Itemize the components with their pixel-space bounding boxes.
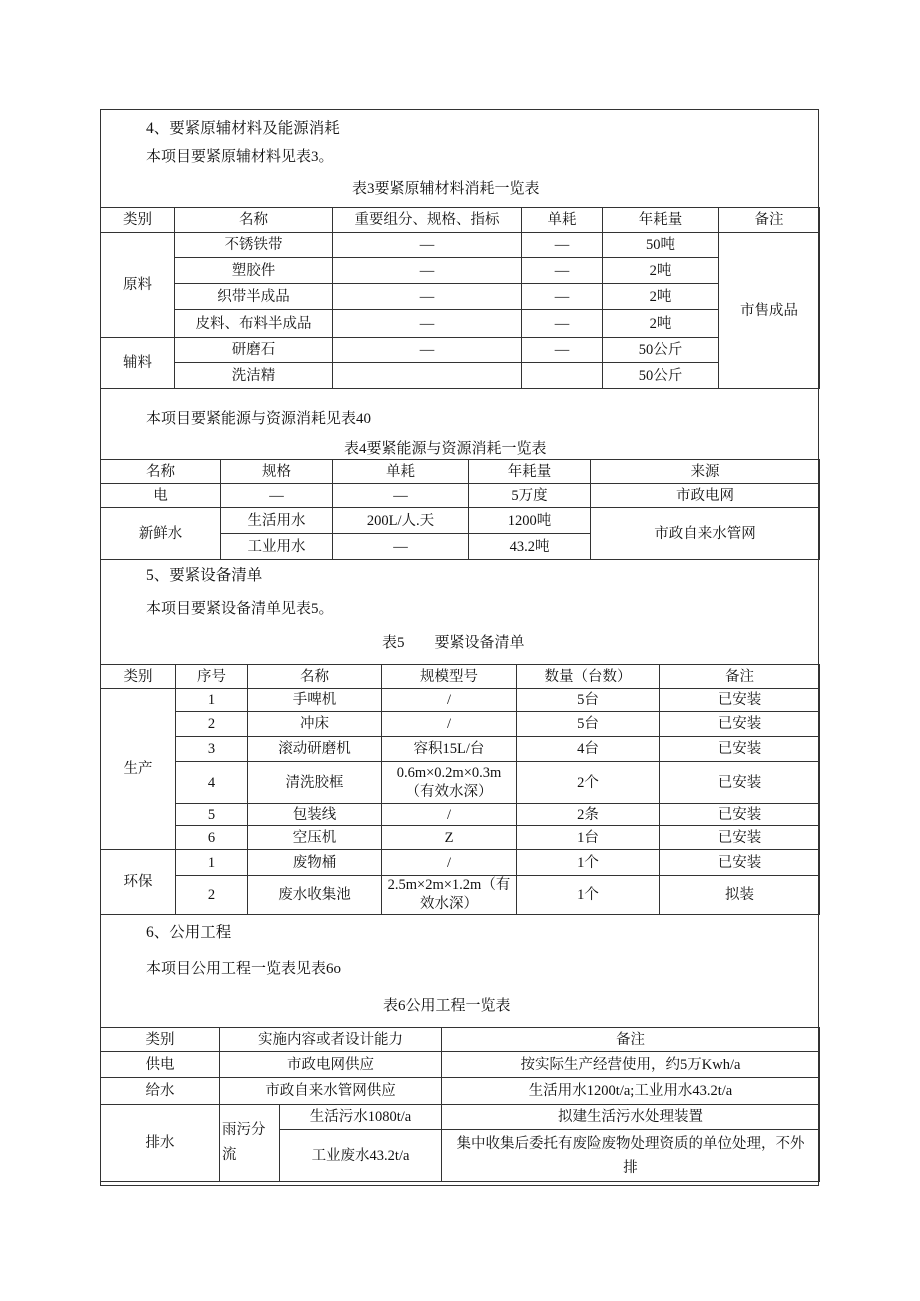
table-row <box>101 284 820 310</box>
table5-caption: 表5 要紧设备清单 <box>382 635 525 651</box>
cell-qty: 1个 <box>517 850 660 876</box>
cell-name: 冲床 <box>248 712 382 737</box>
col-no: 序号 <box>176 665 248 689</box>
table4-caption: 表4要紧能源与资源消耗一览表 <box>344 441 547 457</box>
cell-no: 5 <box>176 804 248 826</box>
cell-no: 2 <box>176 712 248 737</box>
table6-caption: 表6公用工程一览表 <box>383 998 511 1014</box>
cell-unit: 200L/人.天 <box>333 508 469 534</box>
col-remark: 备注 <box>442 1028 820 1052</box>
cell-name: 滚动研磨机 <box>248 737 382 762</box>
cell-item: 工业废水43.2t/a <box>280 1130 442 1182</box>
col-name: 名称 <box>101 460 221 484</box>
materials-table <box>100 207 820 389</box>
table-row <box>101 363 820 389</box>
group-raw: 原料 <box>101 233 175 338</box>
cell-annual: 2吨 <box>603 284 719 310</box>
cell-annual: 5万度 <box>469 484 591 508</box>
cell-remark: 按实际生产经营使用，约5万Kwh/a <box>442 1052 820 1078</box>
cell-annual: 50吨 <box>603 233 719 258</box>
table5-intro: 本项目要紧设备清单见表5。 <box>146 601 334 617</box>
cell-qty: 4台 <box>517 737 660 762</box>
col-unit: 单耗 <box>522 208 603 233</box>
table-row <box>101 508 820 534</box>
section-5-heading: 5、要紧设备清单 <box>146 567 263 584</box>
col-unit: 单耗 <box>333 460 469 484</box>
cell-unit: — <box>522 258 603 284</box>
cell-unit: — <box>522 284 603 310</box>
cell-remark: 已安装 <box>660 804 820 826</box>
cell-no: 1 <box>176 850 248 876</box>
cell-unit: — <box>333 534 469 560</box>
col-category: 类别 <box>101 665 176 689</box>
table-row <box>101 1052 820 1078</box>
cell-name: 电 <box>101 484 221 508</box>
table3-caption: 表3要紧原辅材料消耗一览表 <box>352 181 540 197</box>
cell-content: 市政电网供应 <box>220 1052 442 1078</box>
cell-annual: 2吨 <box>603 310 719 338</box>
cell-annual: 2吨 <box>603 258 719 284</box>
cell-name: 塑胶件 <box>175 258 333 284</box>
cell-method: 雨污分流 <box>220 1105 280 1182</box>
cell-model: / <box>382 850 517 876</box>
cell-remark: 已安装 <box>660 689 820 712</box>
col-annual: 年耗量 <box>469 460 591 484</box>
cell-spec: — <box>333 258 522 284</box>
cell-item: 生活污水1080t/a <box>280 1105 442 1130</box>
col-name: 名称 <box>175 208 333 233</box>
cell-unit: — <box>522 338 603 363</box>
table6-intro: 本项目公用工程一览表见表6o <box>146 961 342 977</box>
table-row <box>101 1105 820 1130</box>
table-row <box>101 689 820 712</box>
table-row <box>101 310 820 338</box>
cell-model: 2.5m×2m×1.2m（有效水深） <box>382 876 517 915</box>
table-row <box>101 826 820 850</box>
table-row <box>101 737 820 762</box>
cell-no: 6 <box>176 826 248 850</box>
col-remark: 备注 <box>660 665 820 689</box>
cell-spec <box>333 363 522 389</box>
cell-qty: 2条 <box>517 804 660 826</box>
cell-annual: 43.2吨 <box>469 534 591 560</box>
cell-no: 1 <box>176 689 248 712</box>
cell-spec: — <box>333 338 522 363</box>
table-row <box>101 876 820 915</box>
table4-intro: 本项目要紧能源与资源消耗见表40 <box>146 411 372 427</box>
col-qty: 数量（台数） <box>517 665 660 689</box>
cell-content: 市政自来水管网供应 <box>220 1078 442 1105</box>
col-spec: 规格 <box>221 460 333 484</box>
cell-name: 空压机 <box>248 826 382 850</box>
utilities-table <box>100 1027 820 1182</box>
cell-annual: 1200吨 <box>469 508 591 534</box>
cell-annual: 50公斤 <box>603 338 719 363</box>
cell-model: 0.6m×0.2m×0.3m（有效水深） <box>382 762 517 804</box>
group-production: 生产 <box>101 689 176 850</box>
cell-name: 洗洁精 <box>175 363 333 389</box>
cell-model: 容积15L/台 <box>382 737 517 762</box>
cell-model: Z <box>382 826 517 850</box>
cell-no: 4 <box>176 762 248 804</box>
col-category: 类别 <box>101 1028 220 1052</box>
cell-remark: 已安装 <box>660 850 820 876</box>
group-environmental: 环保 <box>101 850 176 915</box>
cell-remark: 已安装 <box>660 712 820 737</box>
cell-name: 清洗胶框 <box>248 762 382 804</box>
cell-remark: 已安装 <box>660 737 820 762</box>
col-name: 名称 <box>248 665 382 689</box>
cell-remark: 生活用水1200t/a;工业用水43.2t/a <box>442 1078 820 1105</box>
cell-no: 3 <box>176 737 248 762</box>
col-spec: 重要组分、规格、指标 <box>333 208 522 233</box>
cell-remark: 拟建生活污水处理装置 <box>442 1105 820 1130</box>
equipment-table <box>100 664 820 915</box>
cell-remark: 市售成品 <box>719 233 820 389</box>
cell-spec: 工业用水 <box>221 534 333 560</box>
cell-remark: 已安装 <box>660 762 820 804</box>
table-row <box>101 804 820 826</box>
cell-spec: — <box>333 310 522 338</box>
cell-name: 皮料、布料半成品 <box>175 310 333 338</box>
cell-spec: — <box>333 233 522 258</box>
cell-name: 包装线 <box>248 804 382 826</box>
col-source: 来源 <box>591 460 820 484</box>
col-category: 类别 <box>101 208 175 233</box>
cell-qty: 5台 <box>517 689 660 712</box>
table-row <box>101 484 820 508</box>
table-row <box>101 762 820 804</box>
cell-spec: — <box>221 484 333 508</box>
cell-category: 供电 <box>101 1052 220 1078</box>
cell-name: 废物桶 <box>248 850 382 876</box>
cell-name: 研磨石 <box>175 338 333 363</box>
cell-name: 废水收集池 <box>248 876 382 915</box>
cell-no: 2 <box>176 876 248 915</box>
cell-source: 市政自来水管网 <box>591 508 820 560</box>
table-row <box>101 338 820 363</box>
cell-remark: 拟装 <box>660 876 820 915</box>
cell-category: 给水 <box>101 1078 220 1105</box>
cell-source: 市政电网 <box>591 484 820 508</box>
col-model: 规模型号 <box>382 665 517 689</box>
table-row <box>101 1078 820 1105</box>
section-6-heading: 6、公用工程 <box>146 924 232 941</box>
cell-name: 织带半成品 <box>175 284 333 310</box>
section-4-heading: 4、要紧原辅材料及能源消耗 <box>146 120 340 137</box>
cell-unit <box>522 363 603 389</box>
col-annual: 年耗量 <box>603 208 719 233</box>
cell-unit: — <box>333 484 469 508</box>
cell-unit: — <box>522 310 603 338</box>
table-row <box>101 233 820 258</box>
energy-table <box>100 459 820 560</box>
cell-annual: 50公斤 <box>603 363 719 389</box>
col-remark: 备注 <box>719 208 820 233</box>
cell-unit: — <box>522 233 603 258</box>
cell-name: 新鲜水 <box>101 508 221 560</box>
group-aux: 辅料 <box>101 338 175 389</box>
cell-spec: — <box>333 284 522 310</box>
cell-category: 排水 <box>101 1105 220 1182</box>
cell-spec: 生活用水 <box>221 508 333 534</box>
cell-model: / <box>382 804 517 826</box>
cell-qty: 1个 <box>517 876 660 915</box>
table-row <box>101 258 820 284</box>
cell-remark: 已安装 <box>660 826 820 850</box>
cell-qty: 2个 <box>517 762 660 804</box>
table-row <box>101 850 820 876</box>
cell-qty: 5台 <box>517 712 660 737</box>
cell-model: / <box>382 689 517 712</box>
table-row <box>101 712 820 737</box>
cell-qty: 1台 <box>517 826 660 850</box>
cell-name: 手啤机 <box>248 689 382 712</box>
cell-name: 不锈铁带 <box>175 233 333 258</box>
cell-model: / <box>382 712 517 737</box>
cell-remark: 集中收集后委托有废险废物处理资质的单位处理，不外排 <box>442 1130 820 1182</box>
col-content: 实施内容或者设计能力 <box>220 1028 442 1052</box>
table3-intro: 本项目要紧原辅材料见表3。 <box>146 149 334 165</box>
